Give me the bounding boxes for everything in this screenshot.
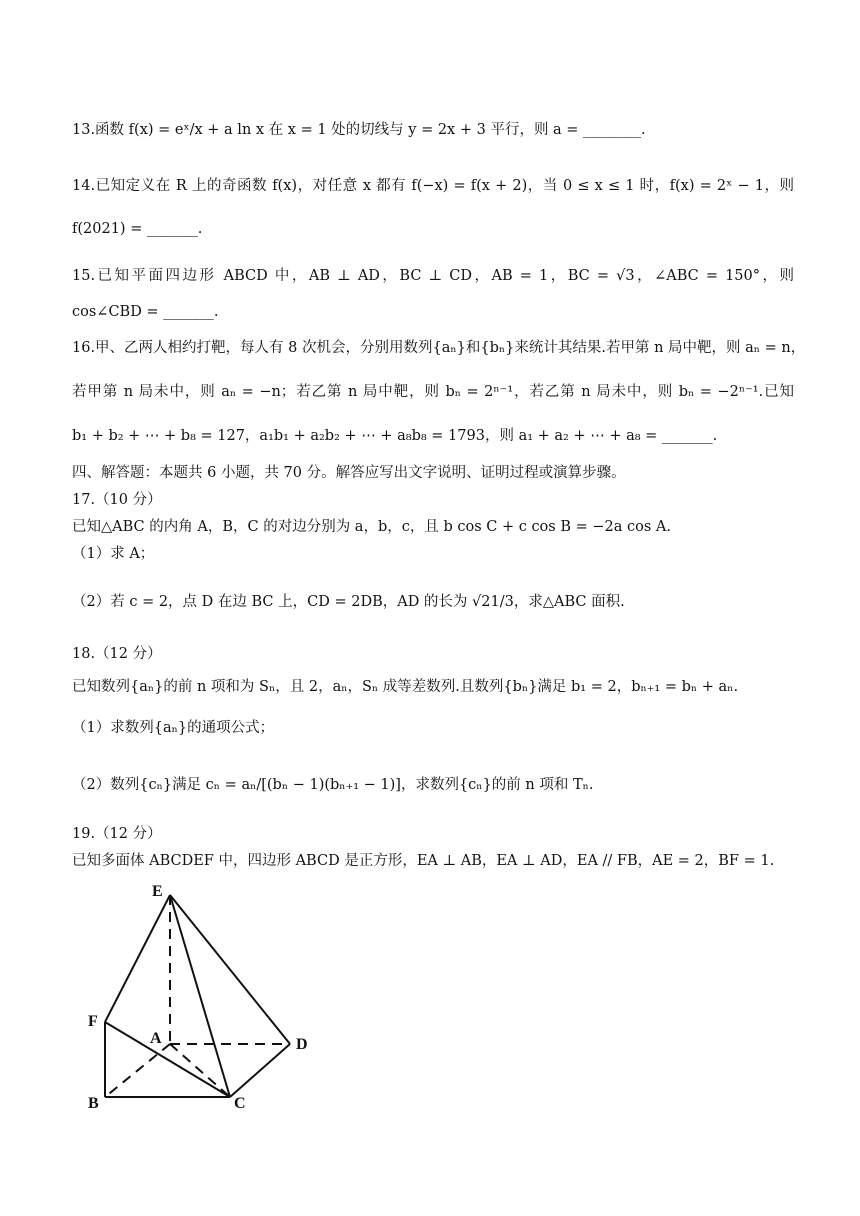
edge-CD: [230, 1044, 290, 1097]
section-4-heading: 四、解答题：本题共 6 小题，共 70 分。解答应写出文字说明、证明过程或演算步骤。: [72, 465, 626, 481]
question-16-line-2: 若甲第 n 局未中，则 aₙ = −n；若乙第 n 局中靶，则 bₙ = 2ⁿ⁻¹，若乙第 n 局未中，则 bₙ = −2ⁿ⁻¹.已知: [72, 384, 794, 400]
question-14-line-2: f(2021) = _______.: [72, 221, 203, 237]
question-17-heading: 17.（10 分）: [72, 492, 162, 508]
question-17-part-1: （1）求 A；: [72, 546, 155, 562]
polyhedron-figure: [80, 880, 330, 1120]
edge-ED: [170, 895, 290, 1044]
question-18-part-2: （2）数列{cₙ}满足 cₙ = aₙ/[(bₙ − 1)(bₙ₊₁ − 1)]，求数列{cₙ}的前 n 项和 Tₙ.: [72, 777, 594, 793]
question-18-heading: 18.（12 分）: [72, 646, 162, 662]
question-14-line-1: 14.已知定义在 R 上的奇函数 f(x)，对任意 x 都有 f(−x) = f(x + 2)，当 0 ≤ x ≤ 1 时，f(x) = 2ˣ − 1，则: [72, 178, 794, 194]
edge-AC-hidden: [170, 1044, 230, 1097]
vertex-label-D: D: [296, 1036, 308, 1053]
question-13: 13.函数 f(x) = eˣ/x + a ln x 在 x = 1 处的切线与 y = 2x + 3 平行，则 a = ________.: [72, 122, 646, 138]
question-19-stem: 已知多面体 ABCDEF 中，四边形 ABCD 是正方形，EA ⊥ AB，EA ⊥ AD，EA // FB，AE = 2，BF = 1.: [72, 853, 775, 869]
question-17-stem: 已知△ABC 的内角 A，B，C 的对边分别为 a，b，c，且 b cos C + c cos B = −2a cos A.: [72, 519, 671, 535]
vertex-label-C: C: [234, 1095, 246, 1112]
edge-AB-hidden: [105, 1044, 170, 1097]
vertex-label-A: A: [150, 1030, 162, 1047]
question-15-line-1: 15.已知平面四边形 ABCD 中，AB ⊥ AD，BC ⊥ CD，AB = 1，BC = √3，∠ABC = 150°，则: [72, 268, 794, 284]
question-16-line-3: b₁ + b₂ + ⋯ + b₈ = 127，a₁b₁ + a₂b₂ + ⋯ + a₈b₈ = 1793，则 a₁ + a₂ + ⋯ + a₈ = _______.: [72, 428, 718, 444]
question-15-line-2: cos∠CBD = _______.: [72, 304, 219, 320]
question-18-stem: 已知数列{aₙ}的前 n 项和为 Sₙ，且 2，aₙ，Sₙ 成等差数列.且数列{bₙ}满足 b₁ = 2，bₙ₊₁ = bₙ + aₙ.: [72, 679, 739, 695]
vertex-label-E: E: [152, 883, 163, 900]
vertex-label-B: B: [88, 1095, 99, 1112]
question-17-part-2: （2）若 c = 2，点 D 在边 BC 上，CD = 2DB，AD 的长为 √21/3，求△ABC 面积.: [72, 594, 625, 610]
question-18-part-1: （1）求数列{aₙ}的通项公式；: [72, 720, 275, 736]
question-19-heading: 19.（12 分）: [72, 826, 162, 842]
edge-EF: [105, 895, 170, 1022]
vertex-label-F: F: [88, 1013, 98, 1030]
question-16-line-1: 16.甲、乙两人相约打靶，每人有 8 次机会，分别用数列{aₙ}和{bₙ}来统计其结果.若甲第 n 局中靶，则 aₙ = n，: [72, 340, 806, 356]
